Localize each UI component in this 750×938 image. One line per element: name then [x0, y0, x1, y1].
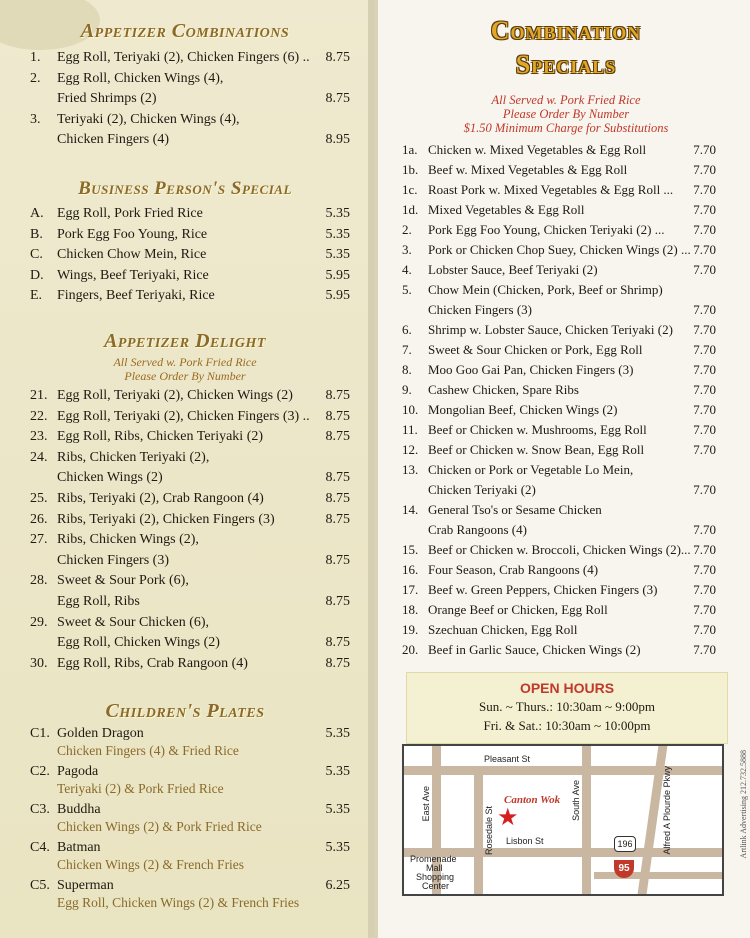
combo-note-1: All Served w. Pork Fried Rice	[491, 93, 641, 107]
item-description: Golden Dragon	[57, 726, 144, 741]
restaurant-label: Canton Wok	[504, 794, 561, 806]
combo-price: 7.70	[693, 222, 716, 237]
combo-price: 7.70	[693, 262, 716, 277]
combo-item	[402, 602, 716, 620]
menu-item	[30, 429, 350, 447]
menu-item	[30, 388, 350, 406]
combo-description: Moo Goo Gai Pan, Chicken Fingers (3)	[428, 362, 634, 377]
item-number: 25.	[30, 491, 48, 506]
menu-item-continued	[30, 635, 350, 653]
combo-item	[402, 422, 716, 440]
appetizer-delight-title: Appetizer Delight	[104, 330, 266, 352]
combo-description: Pork Egg Foo Young, Chicken Teriyaki (2) ...	[428, 222, 665, 237]
location-map	[402, 744, 724, 896]
menu-item	[30, 802, 350, 820]
pleasant-street-road	[404, 766, 722, 775]
menu-item-continued	[30, 470, 350, 488]
combo-number: 9.	[402, 382, 412, 397]
combo-description: Sweet & Sour Chicken or Pork, Egg Roll	[428, 342, 643, 357]
combo-number: 20.	[402, 642, 419, 657]
item-number: 28.	[30, 573, 48, 589]
mall-label-3: Shopping	[416, 872, 455, 882]
item-number: 27.	[30, 532, 48, 548]
menu-item	[30, 726, 350, 744]
combo-description: Orange Beef or Chicken, Egg Roll	[428, 602, 608, 617]
combo-number: 1c.	[402, 182, 418, 197]
combo-item	[402, 502, 716, 520]
combo-item	[402, 442, 716, 460]
item-price: 8.75	[325, 594, 350, 609]
item-description-continued: Egg Roll, Ribs	[57, 594, 140, 609]
combo-price: 7.70	[693, 582, 716, 597]
menu-item	[30, 206, 350, 224]
item-description: Egg Roll, Teriyaki (2), Chicken Fingers (6) ..	[57, 50, 310, 65]
combo-price: 7.70	[693, 242, 716, 257]
rosedale-street-label: Rosedale St	[484, 806, 494, 856]
item-description: Buddha	[57, 802, 101, 817]
combo-item	[402, 382, 716, 400]
combo-price: 7.70	[693, 602, 716, 617]
menu-item-continued	[30, 594, 350, 612]
item-number: 26.	[30, 511, 48, 527]
combo-description: Beef in Garlic Sauce, Chicken Wings (2)	[428, 642, 641, 657]
combo-number: 16.	[402, 562, 419, 577]
combo-number: 14.	[402, 502, 419, 517]
item-description: Sweet & Sour Chicken (6),	[57, 614, 210, 630]
menu-item-continued	[30, 553, 350, 571]
menu-item	[30, 268, 350, 286]
item-number: C1.	[30, 726, 50, 741]
combo-price: 7.70	[693, 442, 716, 457]
item-price: 5.35	[325, 247, 350, 262]
combination-specials-title-1: Combination	[490, 16, 642, 45]
combo-price: 7.70	[693, 342, 716, 357]
south-ave-label: South Ave	[571, 780, 581, 821]
right-menu-panel	[374, 0, 750, 938]
item-price: 8.75	[325, 408, 350, 424]
combo-item-continued	[402, 482, 716, 500]
item-number: C4.	[30, 840, 50, 855]
childrens-plates-title: Children's Plates	[105, 700, 265, 722]
menu-item	[30, 573, 350, 591]
combo-description: General Tso's or Sesame Chicken	[428, 502, 602, 517]
item-number: 24.	[30, 449, 48, 465]
mall-label-1: Promenade	[410, 854, 457, 864]
combo-price: 7.70	[693, 482, 716, 497]
menu-item	[30, 409, 350, 427]
item-number: 21.	[30, 388, 48, 403]
combo-price: 7.70	[693, 142, 716, 157]
item-note: Chicken Wings (2) & French Fries	[57, 856, 245, 872]
item-number: C3.	[30, 802, 50, 817]
item-price: 8.75	[325, 635, 350, 651]
combo-item	[402, 322, 716, 340]
restaurant-location-star-icon: ★	[497, 804, 519, 831]
combo-description-continued: Crab Rangoons (4)	[428, 522, 527, 537]
combo-number: 12.	[402, 442, 419, 457]
item-number: 1.	[30, 50, 41, 65]
combo-item-continued	[402, 522, 716, 540]
combo-number: 3.	[402, 242, 412, 257]
combo-price: 7.70	[693, 622, 716, 637]
route-196-shield-icon: 196	[614, 836, 636, 852]
item-price: 6.25	[325, 878, 350, 893]
item-price: 5.35	[325, 840, 350, 855]
combo-number: 13.	[402, 462, 419, 477]
item-price: 5.35	[325, 764, 350, 779]
item-number: 29.	[30, 614, 48, 630]
combo-price: 7.70	[693, 202, 716, 217]
combo-price: 7.70	[693, 522, 716, 537]
item-description: Egg Roll, Teriyaki (2), Chicken Fingers (3) ..	[57, 408, 310, 424]
combo-item	[402, 282, 716, 300]
item-description: Egg Roll, Ribs, Crab Rangoon (4)	[57, 655, 248, 671]
hours-weekend: Fri. & Sat.: 10:30am ~ 10:00pm	[483, 718, 651, 733]
item-number: C2.	[30, 764, 50, 779]
combo-number: 11.	[402, 422, 418, 437]
combo-description: Roast Pork w. Mixed Vegetables & Egg Roll ...	[428, 182, 674, 197]
hours-weekday: Sun. ~ Thurs.: 10:30am ~ 9:00pm	[479, 699, 655, 714]
combo-item-continued	[402, 302, 716, 320]
item-description: Egg Roll, Chicken Wings (4),	[57, 70, 224, 86]
item-description-continued: Fried Shrimps (2)	[57, 91, 157, 106]
item-description: Batman	[57, 840, 101, 855]
item-description: Sweet & Sour Pork (6),	[57, 573, 189, 589]
combo-number: 10.	[402, 402, 419, 417]
menu-item	[30, 656, 350, 674]
combo-description: Beef or Chicken w. Broccoli, Chicken Wings (2)...	[428, 542, 691, 557]
item-number: E.	[30, 288, 43, 303]
interstate-road	[594, 872, 722, 879]
combo-description: Pork or Chicken Chop Suey, Chicken Wings (2) ...	[428, 242, 691, 257]
item-number: D.	[30, 267, 44, 283]
open-hours-box	[406, 672, 728, 744]
item-price: 8.75	[325, 491, 350, 506]
combo-item	[402, 402, 716, 420]
combo-price: 7.70	[693, 302, 716, 317]
open-hours-title: OPEN HOURS	[519, 680, 615, 696]
item-number: 30.	[30, 655, 48, 671]
combo-description: Mongolian Beef, Chicken Wings (2)	[428, 402, 618, 417]
menu-item	[30, 50, 350, 68]
item-description: Egg Roll, Teriyaki (2), Chicken Wings (2)	[57, 388, 293, 403]
item-price: 5.95	[325, 267, 350, 283]
item-price: 5.35	[325, 206, 350, 221]
combo-item	[402, 182, 716, 200]
south-ave-road	[582, 746, 591, 894]
item-price: 8.75	[325, 91, 350, 106]
item-price: 8.75	[325, 50, 350, 65]
advertiser-credit: Artlink Advertising 212.732.5888	[739, 750, 748, 859]
combo-number: 19.	[402, 622, 419, 637]
item-description: Ribs, Chicken Wings (2),	[57, 532, 199, 548]
business-special-title: Business Person's Special	[78, 178, 292, 199]
menu-item	[30, 112, 350, 130]
combo-description: Mixed Vegetables & Egg Roll	[428, 202, 585, 217]
item-number: B.	[30, 226, 43, 242]
item-description-continued: Egg Roll, Chicken Wings (2)	[57, 635, 220, 651]
combo-description: Beef w. Mixed Vegetables & Egg Roll	[428, 162, 628, 177]
menu-item	[30, 450, 350, 468]
item-price: 8.75	[325, 655, 350, 671]
menu-item-continued	[30, 132, 350, 150]
item-price: 5.35	[325, 726, 350, 741]
combo-number: 1a.	[402, 142, 418, 157]
item-description: Ribs, Chicken Teriyaki (2),	[57, 449, 210, 465]
item-description-continued: Chicken Fingers (3)	[57, 552, 169, 568]
combo-item	[402, 642, 716, 660]
menu-item	[30, 532, 350, 550]
appetizer-delight-note-2: Please Order By Number	[124, 369, 246, 383]
item-note: Chicken Wings (2) & Pork Fried Rice	[57, 818, 262, 834]
combo-price: 7.70	[693, 182, 716, 197]
combo-description: Beef or Chicken w. Snow Bean, Egg Roll	[428, 442, 645, 457]
item-number: C.	[30, 247, 43, 262]
combo-price: 7.70	[693, 162, 716, 177]
combo-item	[402, 202, 716, 220]
menu-item	[30, 512, 350, 530]
east-ave-label: East Ave	[421, 786, 431, 822]
combo-description: Shrimp w. Lobster Sauce, Chicken Teriyaki (2)	[428, 322, 673, 337]
mall-label-2: Mall	[426, 863, 443, 873]
combo-note-2: Please Order By Number	[502, 107, 630, 121]
combo-item	[402, 262, 716, 280]
combo-number: 6.	[402, 322, 412, 337]
combination-specials-title-2: Specials	[515, 50, 617, 79]
combo-item	[402, 462, 716, 480]
combo-item	[402, 342, 716, 360]
combo-number: 5.	[402, 282, 412, 297]
appetizer-combinations-title: Appetizer Combinations	[80, 20, 290, 42]
item-description: Pagoda	[57, 764, 99, 779]
combo-item	[402, 582, 716, 600]
combo-description: Chicken w. Mixed Vegetables & Egg Roll	[428, 142, 647, 157]
combo-item	[402, 242, 716, 260]
combo-price: 7.70	[693, 322, 716, 337]
combo-description: Four Season, Crab Rangoons (4)	[428, 562, 599, 577]
item-price: 5.95	[325, 288, 350, 303]
menu-item	[30, 491, 350, 509]
combo-description: Szechuan Chicken, Egg Roll	[428, 622, 578, 637]
combo-number: 18.	[402, 602, 419, 617]
pleasant-street-label: Pleasant St	[484, 754, 531, 764]
combo-description: Chow Mein (Chicken, Pork, Beef or Shrimp)	[428, 282, 663, 297]
item-price: 8.75	[325, 429, 350, 445]
item-description: Superman	[57, 878, 114, 893]
combo-item	[402, 562, 716, 580]
appetizer-delight-note-1: All Served w. Pork Fried Rice	[113, 355, 257, 369]
combo-description: Beef w. Green Peppers, Chicken Fingers (3)	[428, 582, 658, 597]
item-description: Pork Egg Foo Young, Rice	[57, 226, 208, 242]
combo-price: 7.70	[693, 642, 716, 657]
item-description: Chicken Chow Mein, Rice	[57, 247, 207, 262]
item-price: 8.95	[325, 132, 350, 147]
combo-price: 7.70	[693, 402, 716, 417]
combo-number: 8.	[402, 362, 412, 377]
lisbon-street-label: Lisbon St	[506, 836, 544, 846]
menu-item	[30, 227, 350, 245]
left-menu-panel	[0, 0, 370, 938]
rosedale-street-road	[474, 775, 483, 894]
item-number: 2.	[30, 70, 41, 86]
item-number: 23.	[30, 429, 48, 445]
combo-number: 1b.	[402, 162, 419, 177]
combo-price: 7.70	[693, 542, 716, 557]
combo-item	[402, 622, 716, 640]
item-description: Egg Roll, Ribs, Chicken Teriyaki (2)	[57, 429, 264, 445]
item-description: Wings, Beef Teriyaki, Rice	[57, 267, 209, 283]
combo-number: 17.	[402, 582, 419, 597]
combo-description: Lobster Sauce, Beef Teriyaki (2)	[428, 262, 598, 277]
combo-description: Cashew Chicken, Spare Ribs	[428, 382, 579, 397]
combo-number: 4.	[402, 262, 412, 277]
interstate-95-shield-icon: 95	[614, 860, 634, 878]
combo-price: 7.70	[693, 362, 716, 377]
item-price: 8.75	[325, 470, 350, 486]
item-price: 5.35	[325, 802, 350, 817]
combo-note-3: $1.50 Minimum Charge for Substitutions	[463, 121, 669, 135]
menu-item	[30, 878, 350, 896]
item-note: Chicken Fingers (4) & Fried Rice	[57, 742, 239, 758]
menu-item	[30, 247, 350, 265]
combo-description: Chicken or Pork or Vegetable Lo Mein,	[428, 462, 634, 477]
alfred-pkwy-label: Alfred A Plourde Pkwy	[662, 766, 672, 855]
menu-item	[30, 615, 350, 633]
menu-item	[30, 764, 350, 782]
combo-description-continued: Chicken Fingers (3)	[428, 302, 532, 317]
item-number: 3.	[30, 111, 41, 127]
combo-number: 1d.	[402, 202, 419, 217]
menu-item	[30, 840, 350, 858]
item-price: 8.75	[325, 388, 350, 403]
combo-description-continued: Chicken Teriyaki (2)	[428, 482, 536, 497]
item-number: A.	[30, 206, 44, 221]
item-description: Teriyaki (2), Chicken Wings (4),	[57, 111, 240, 127]
item-description-continued: Chicken Fingers (4)	[57, 132, 169, 147]
item-price: 5.35	[325, 226, 350, 242]
combo-number: 2.	[402, 222, 412, 237]
item-description-continued: Chicken Wings (2)	[57, 470, 163, 486]
combo-price: 7.70	[693, 382, 716, 397]
item-description: Egg Roll, Pork Fried Rice	[57, 206, 203, 221]
combo-price: 7.70	[693, 562, 716, 577]
item-number: C5.	[30, 878, 50, 893]
menu-item	[30, 288, 350, 306]
combo-description: Beef or Chicken w. Mushrooms, Egg Roll	[428, 422, 647, 437]
item-description: Ribs, Teriyaki (2), Chicken Fingers (3)	[57, 511, 275, 527]
menu-item-continued	[30, 91, 350, 109]
combo-item	[402, 222, 716, 240]
item-note: Teriyaki (2) & Pork Fried Rice	[57, 780, 224, 796]
item-number: 22.	[30, 408, 48, 424]
combo-price: 7.70	[693, 422, 716, 437]
item-price: 8.75	[325, 511, 350, 527]
combo-item	[402, 142, 716, 160]
menu-item	[30, 71, 350, 89]
combo-item	[402, 162, 716, 180]
combo-number: 15.	[402, 542, 419, 557]
item-description: Ribs, Teriyaki (2), Crab Rangoon (4)	[57, 491, 264, 506]
mall-label-4: Center	[422, 881, 450, 891]
combo-item	[402, 542, 716, 560]
combo-item	[402, 362, 716, 380]
combo-number: 7.	[402, 342, 412, 357]
item-price: 8.75	[325, 552, 350, 568]
item-description: Fingers, Beef Teriyaki, Rice	[57, 288, 215, 303]
item-note: Egg Roll, Chicken Wings (2) & French Fries	[57, 894, 300, 910]
